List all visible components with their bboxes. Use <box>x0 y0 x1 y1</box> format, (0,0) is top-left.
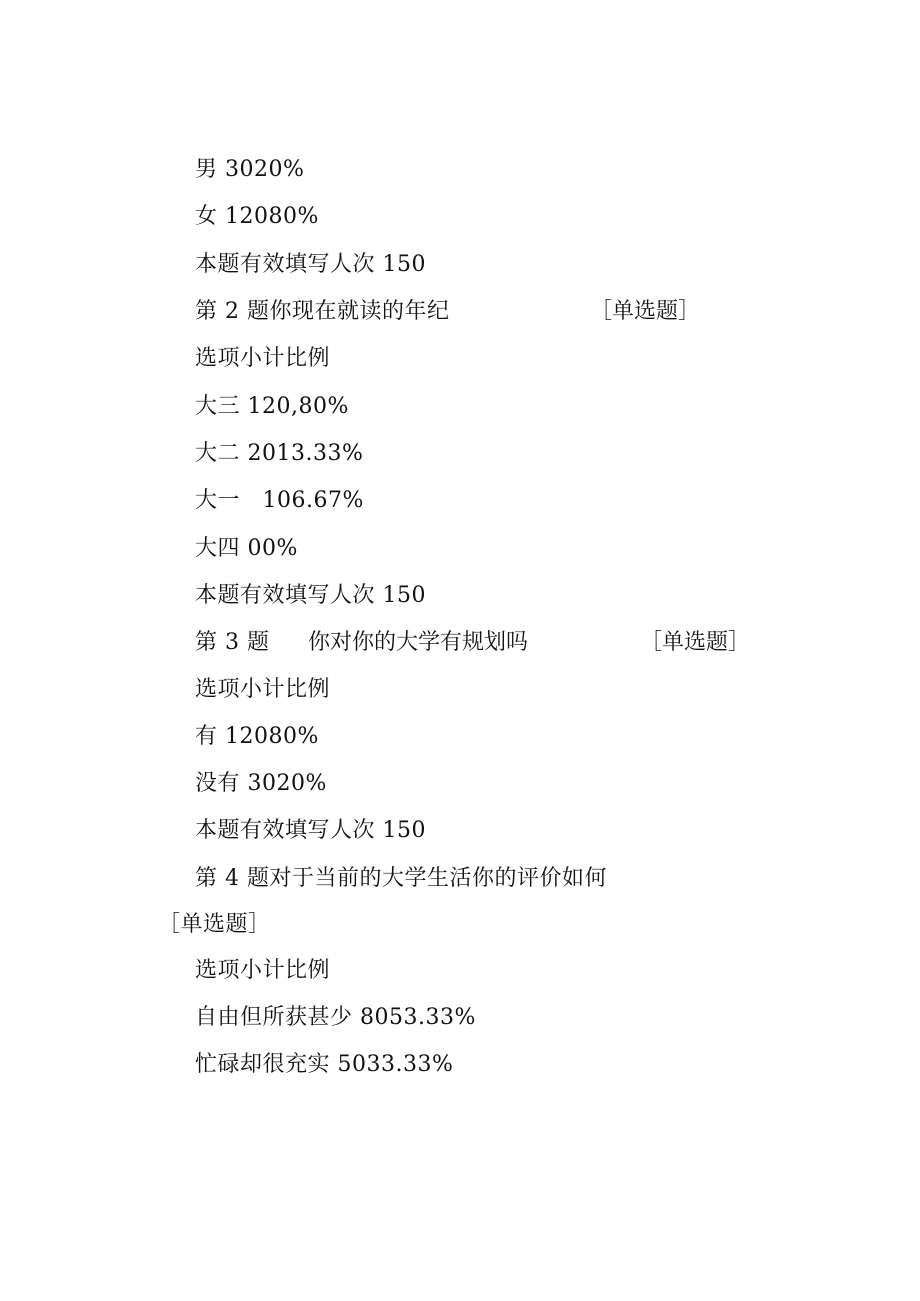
q2-valid-count: 本题有效填写人次 150 <box>195 583 426 608</box>
q4-option-busy: 忙碌却很充实 5033.33% <box>195 1052 454 1077</box>
q3-table-header: 选项小计比例 <box>195 677 331 702</box>
q4-option-free: 自由但所获甚少 8053.33% <box>195 1005 476 1030</box>
q2-option-junior: 大三 120,80% <box>195 394 349 419</box>
q3-type-tag: ［单选题］ <box>640 630 751 655</box>
q3-number: 第 3 题 <box>195 630 270 655</box>
q3-option-no: 没有 3020% <box>195 771 327 796</box>
q2-type-tag: ［单选题］ <box>590 299 701 324</box>
q1-option-female: 女 12080% <box>195 204 319 229</box>
q4-title: 第 4 题对于当前的大学生活你的评价如何 <box>195 866 607 891</box>
q3-title: 你对你的大学有规划吗 <box>308 630 529 655</box>
q2-option-senior: 大四 00% <box>195 536 298 561</box>
q4-type-tag: ［单选题］ <box>158 912 271 937</box>
q3-option-yes: 有 12080% <box>195 724 319 749</box>
q2-table-header: 选项小计比例 <box>195 346 331 371</box>
q1-option-male: 男 3020% <box>195 157 305 182</box>
q4-table-header: 选项小计比例 <box>195 958 331 983</box>
q1-valid-count: 本题有效填写人次 150 <box>195 252 426 277</box>
q2-title: 第 2 题你现在就读的年纪 <box>195 299 450 324</box>
q2-option-sophomore: 大二 2013.33% <box>195 441 364 466</box>
q2-option-freshman: 大一 106.67% <box>195 488 364 513</box>
q3-valid-count: 本题有效填写人次 150 <box>195 818 426 843</box>
